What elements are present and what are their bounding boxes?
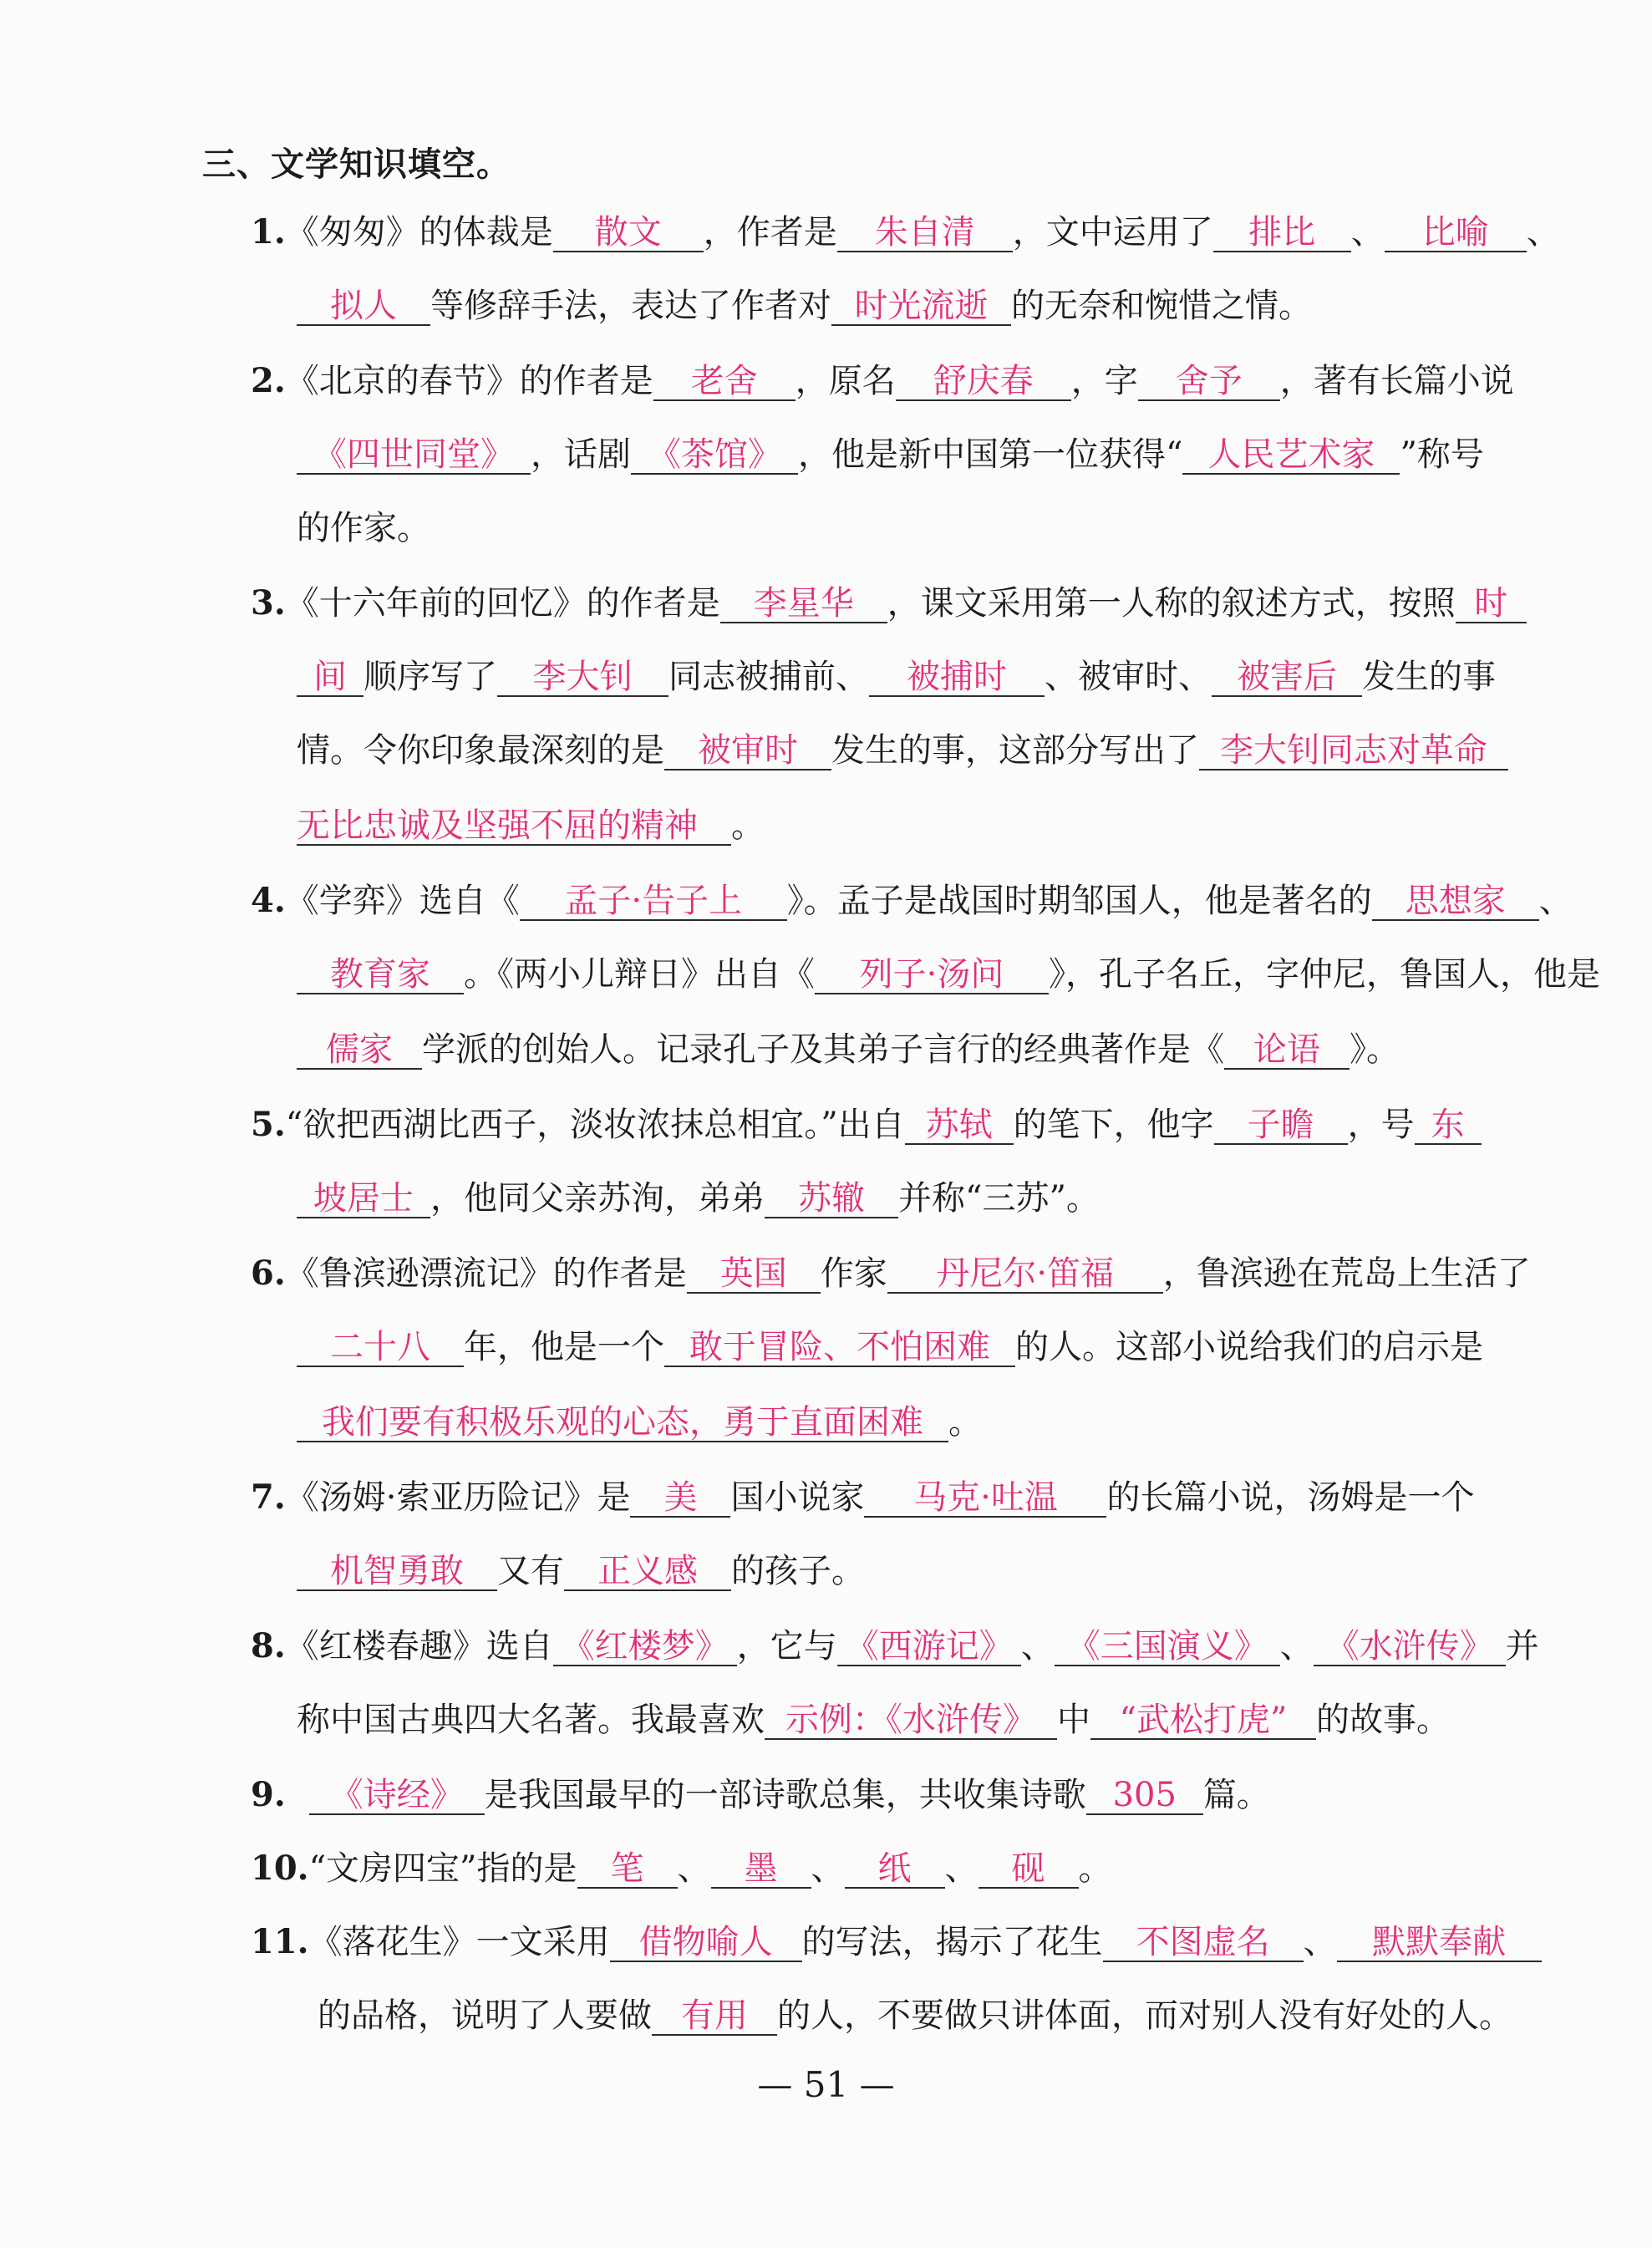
q1-number: 1. <box>251 212 286 252</box>
q11-text: 的人，不要做只讲体面，而对别人没有好处的人。 <box>777 1996 1512 2035</box>
q8-text: ，它与 <box>736 1627 837 1666</box>
q8-text: 中 <box>1057 1701 1090 1739</box>
q6-text: 的人。这部小说给我们的启示是 <box>1015 1328 1483 1366</box>
q3-answer-2a: 时 <box>1456 585 1527 623</box>
q3-line-3 <box>297 729 1508 772</box>
q4-answer-4: 列子·汤问 <box>815 956 1049 994</box>
q10-text: 。 <box>1078 1849 1112 1888</box>
q1-answer-6: 时光流逝 <box>831 287 1011 326</box>
q5-answer-3b: 坡居士 <box>297 1180 430 1218</box>
q9-answer-1: 《诗经》 <box>309 1777 485 1815</box>
q7-text: 《汤姆·索亚历险记》是 <box>285 1478 631 1517</box>
q8-text: 、 <box>1279 1627 1314 1666</box>
q1-text: 的无奈和惋惜之情。 <box>1011 287 1312 325</box>
q4-answer-1: 孟子·告子上 <box>520 882 787 921</box>
q4-answer-6: 论语 <box>1224 1031 1350 1070</box>
q1-line-2 <box>297 284 1312 328</box>
q5-text: 的笔下，他字 <box>1013 1106 1214 1144</box>
q2-line-1 <box>251 359 1514 403</box>
q6-answer-5: 我们要有积极乐观的心态，勇于直面困难 <box>297 1404 948 1442</box>
q11-text: 《落花生》一文采用 <box>308 1923 610 1961</box>
q3-answer-6: 被审时 <box>664 732 831 771</box>
q1-answer-3: 排比 <box>1213 214 1351 252</box>
q5-number: 5. <box>251 1105 286 1144</box>
q1-answer-1: 散文 <box>553 214 704 252</box>
q5-answer-3a: 东 <box>1415 1106 1482 1145</box>
q2-text: ”称号 <box>1400 435 1484 474</box>
q8-text: 的故事。 <box>1316 1701 1450 1739</box>
q3-text: 同志被捕前、 <box>668 658 869 696</box>
q1-answer-5: 拟人 <box>297 287 430 326</box>
q6-number: 6. <box>251 1254 286 1293</box>
q10-number: 10. <box>251 1849 309 1888</box>
q7-line-2 <box>297 1549 865 1593</box>
q5-text: ，他同父亲苏洵，弟弟 <box>430 1179 765 1218</box>
q3-number: 3. <box>251 583 286 623</box>
q6-text: ，鲁滨逊在荒岛上生活了 <box>1162 1254 1531 1293</box>
q10-text: 、 <box>677 1849 711 1888</box>
q3-text: 。 <box>731 806 765 845</box>
q4-answer-2: 思想家 <box>1372 882 1539 921</box>
q3-line-2 <box>297 655 1496 699</box>
q8-text: 并 <box>1505 1627 1539 1666</box>
q11-answer-4: 有用 <box>652 1997 777 2036</box>
q1-text: 、 <box>1526 213 1560 252</box>
q8-answer-3: 《三国演义》 <box>1055 1628 1280 1666</box>
q7-answer-3: 机智勇敢 <box>297 1553 497 1591</box>
q4-text: 》。孟子是战国时期邹国人，他是著名的 <box>786 882 1372 920</box>
q7-answer-4: 正义感 <box>564 1553 731 1591</box>
q9-text: 篇。 <box>1202 1776 1270 1814</box>
q9-number: 9. <box>251 1775 286 1814</box>
q4-answer-5: 儒家 <box>297 1031 422 1070</box>
q2-text: ，话剧 <box>531 435 631 474</box>
page-number: — 51 — <box>757 2064 895 2105</box>
q11-line-1 <box>251 1920 1542 1964</box>
q6-answer-2: 丹尼尔·笛福 <box>887 1255 1163 1294</box>
q10-answer-2: 墨 <box>711 1850 811 1889</box>
q9-answer-2: 305 <box>1086 1777 1203 1815</box>
q5-answer-2: 子瞻 <box>1214 1106 1348 1145</box>
q11-text: 的写法，揭示了花生 <box>801 1923 1103 1961</box>
q8-text: 《红楼春趣》选自 <box>285 1627 553 1666</box>
q3-text: 顺序写了 <box>363 658 497 696</box>
q6-text: 年，他是一个 <box>464 1328 664 1366</box>
q7-answer-2: 马克·吐温 <box>864 1479 1106 1518</box>
q6-line-2 <box>297 1325 1483 1369</box>
q3-answer-4: 被捕时 <box>869 659 1045 697</box>
q8-answer-6: “武松打虎” <box>1090 1701 1316 1740</box>
q8-answer-2: 《西游记》 <box>837 1628 1021 1666</box>
q10-line-1 <box>251 1847 1112 1890</box>
q3-answer-1: 李星华 <box>720 585 887 623</box>
q4-text: 《学弈》选自《 <box>285 882 520 920</box>
q11-number: 11. <box>251 1922 309 1961</box>
q8-line-2 <box>297 1698 1450 1742</box>
q7-text: 又有 <box>497 1552 564 1590</box>
q3-text: 发生的事，这部分写出了 <box>831 731 1199 770</box>
q6-text: 作家 <box>820 1254 887 1293</box>
q7-text: 的孩子。 <box>731 1552 865 1590</box>
q7-answer-1: 美 <box>630 1479 730 1518</box>
q5-answer-4: 苏辙 <box>765 1180 898 1218</box>
q2-answer-5: 《茶馆》 <box>631 436 798 475</box>
q2-line-2 <box>297 433 1484 476</box>
q3-text: ，课文采用第一人称的叙述方式，按照 <box>887 584 1456 623</box>
q5-text: 并称“三苏”。 <box>898 1179 1100 1218</box>
q5-text: ，号 <box>1347 1106 1415 1144</box>
q1-answer-2: 朱自清 <box>837 214 1013 252</box>
q7-text: 的长篇小说，汤姆是一个 <box>1106 1478 1475 1517</box>
q2-text: 的作家。 <box>297 509 430 547</box>
q10-text: “文房四宝”指的是 <box>308 1849 577 1888</box>
q1-text: ，文中运用了 <box>1012 213 1213 252</box>
q8-text: 称中国古典四大名著。我最喜欢 <box>297 1701 765 1739</box>
q3-line-4 <box>297 804 765 847</box>
q2-answer-2: 舒庆春 <box>896 363 1071 401</box>
q2-answer-3: 舍予 <box>1138 363 1280 401</box>
q4-line-3 <box>297 1028 1400 1071</box>
q9-line-1 <box>251 1773 1270 1817</box>
q10-answer-3: 纸 <box>845 1850 945 1889</box>
q11-answer-1: 借物喻人 <box>610 1924 802 1962</box>
q1-text: 《匆匆》的体裁是 <box>285 213 553 252</box>
section-title: 三、文学知识填空。 <box>202 145 511 184</box>
q6-answer-1: 英国 <box>687 1255 821 1294</box>
q5-line-2 <box>297 1177 1100 1220</box>
q8-answer-5: 示例：《水浒传》 <box>765 1701 1057 1740</box>
q2-text: 《北京的春节》的作者是 <box>285 362 653 400</box>
q6-answer-3: 二十八 <box>297 1329 464 1367</box>
q7-number: 7. <box>251 1477 286 1517</box>
q11-line-2 <box>318 1994 1512 2037</box>
q2-answer-1: 老舍 <box>653 363 796 401</box>
q4-text: 》。 <box>1350 1030 1400 1069</box>
q6-text: 。 <box>948 1403 982 1442</box>
q2-text: ，他是新中国第一位获得“ <box>798 435 1183 474</box>
q2-text: ，原名 <box>795 362 896 400</box>
q3-answer-3: 李大钊 <box>497 659 668 697</box>
q6-text: 《鲁滨逊漂流记》的作者是 <box>285 1254 687 1293</box>
q3-text: 发生的事 <box>1362 658 1496 696</box>
q4-text: 》，孔子名丘，字仲尼，鲁国人，他是 <box>1049 955 1600 994</box>
q4-number: 4. <box>251 881 286 920</box>
q11-answer-3: 默默奉献 <box>1337 1924 1542 1962</box>
q4-line-1 <box>251 879 1573 923</box>
q2-answer-6: 人民艺术家 <box>1182 436 1400 475</box>
q6-line-1 <box>251 1252 1531 1295</box>
q8-line-1 <box>251 1625 1539 1668</box>
q1-line-1 <box>251 211 1560 254</box>
q2-text: ，著有长篇小说 <box>1279 362 1514 400</box>
q3-text: 《十六年前的回忆》的作者是 <box>285 584 720 623</box>
q10-answer-1: 笔 <box>577 1850 678 1889</box>
q8-answer-4: 《水浒传》 <box>1314 1628 1506 1666</box>
q4-text: 、 <box>1538 882 1573 920</box>
q1-text: 、 <box>1350 213 1385 252</box>
q6-line-3 <box>297 1401 982 1444</box>
q8-answer-1: 《红楼梦》 <box>553 1628 737 1666</box>
q3-answer-7a: 李大钊同志对革命 <box>1199 732 1508 771</box>
q8-text: 、 <box>1020 1627 1055 1666</box>
q2-text: ，字 <box>1070 362 1138 400</box>
q5-text: “欲把西湖比西子，淡妆浓抹总相宜。”出自 <box>285 1106 905 1144</box>
q11-text: 的品格，说明了人要做 <box>318 1996 652 2035</box>
q2-number: 2. <box>251 361 286 400</box>
q2-line-3 <box>297 506 430 550</box>
q1-text: ，作者是 <box>703 213 837 252</box>
q8-number: 8. <box>251 1626 286 1666</box>
q7-text: 国小说家 <box>730 1478 865 1517</box>
q3-answer-5: 被害后 <box>1212 659 1362 697</box>
q4-answer-3: 教育家 <box>297 956 464 994</box>
q3-answer-2b: 间 <box>297 659 363 697</box>
q11-text: 、 <box>1303 1923 1337 1961</box>
q10-text: 、 <box>811 1849 845 1888</box>
q3-text: 、被审时、 <box>1045 658 1212 696</box>
q1-text: 等修辞手法，表达了作者对 <box>430 287 831 325</box>
q3-answer-7b: 无比忠诚及坚强不屈的精神 <box>297 807 731 846</box>
q3-line-1 <box>251 582 1527 625</box>
q9-text: 是我国最早的一部诗歌总集，共收集诗歌 <box>484 1776 1086 1814</box>
q11-answer-2: 不图虚名 <box>1103 1924 1304 1962</box>
q5-line-1 <box>251 1103 1482 1147</box>
q10-answer-4: 砚 <box>978 1850 1079 1889</box>
q4-text: 学派的创始人。记录孔子及其弟子言行的经典著作是《 <box>422 1030 1224 1069</box>
q7-line-1 <box>251 1476 1474 1519</box>
q4-text: 。《两小儿辩日》出自《 <box>464 955 815 994</box>
q5-answer-1: 苏轼 <box>905 1106 1014 1145</box>
q10-text: 、 <box>944 1849 978 1888</box>
q3-text: 情。令你印象最深刻的是 <box>297 731 664 770</box>
q1-answer-4: 比喻 <box>1385 214 1527 252</box>
q6-answer-4: 敢于冒险、不怕困难 <box>664 1329 1015 1367</box>
q4-line-2 <box>297 953 1600 996</box>
q2-answer-4: 《四世同堂》 <box>297 436 531 475</box>
